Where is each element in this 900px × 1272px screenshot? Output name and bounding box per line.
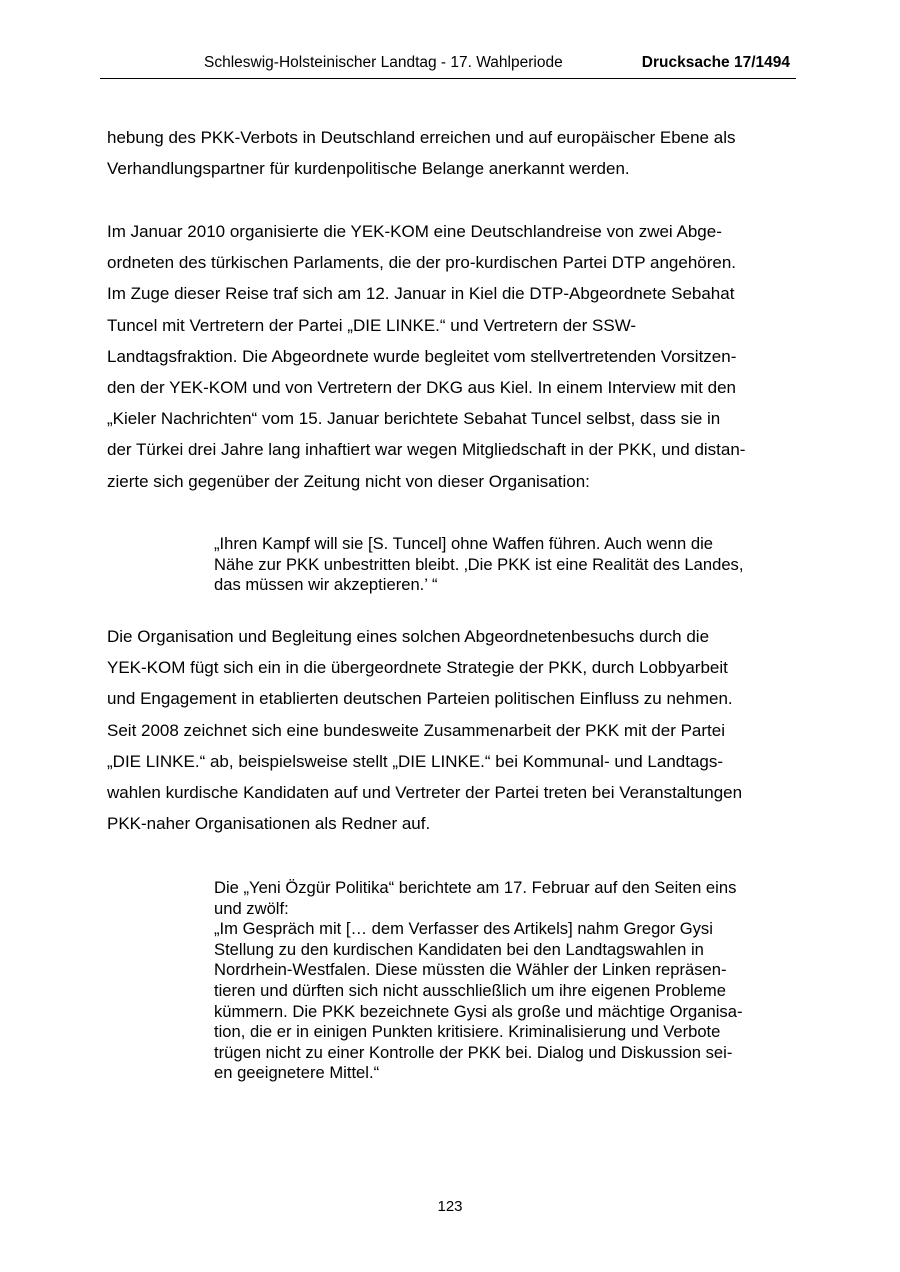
- text-line: ordneten des türkischen Parlaments, die der pro-kurdischen Partei DTP angehören.: [107, 253, 737, 273]
- text-line: „DIE LINKE.“ ab, beispielsweise stellt „DIE LINKE.“ bei Kommunal- und Landtags-: [107, 751, 724, 771]
- page-number: 123: [437, 1198, 463, 1215]
- quote-line: trügen nicht zu einer Kontrolle der PKK bei. Dialog und Diskussion sei-: [214, 1042, 733, 1062]
- text-line: Im Januar 2010 organisierte die YEK-KOM eine Deutschlandreise von zwei Abge-: [107, 222, 722, 241]
- text-line: der Türkei drei Jahre lang inhaftiert war wegen Mitgliedschaft in der PKK, und distan-: [107, 440, 746, 460]
- header-doc-number: Drucksache 17/1494: [641, 54, 790, 71]
- text-line: und Engagement in etablierten deutschen Parteien politischen Einfluss zu nehmen.: [107, 689, 733, 709]
- text-line: „Kieler Nachrichten“ vom 15. Januar berichtete Sebahat Tuncel selbst, dass sie in: [107, 409, 721, 429]
- quote-line: tion, die er in einigen Punkten kritisiere. Kriminalisierung und Verbote: [214, 1022, 721, 1042]
- quote-line: Die „Yeni Özgür Politika“ berichtete am 17. Februar auf den Seiten eins: [214, 878, 737, 897]
- text-line: Im Zuge dieser Reise traf sich am 12. Januar in Kiel die DTP-Abgeordnete Sebahat: [107, 284, 735, 304]
- text-line: YEK-KOM fügt sich ein in die übergeordnete Strategie der PKK, durch Lobbyarbeit: [107, 658, 728, 678]
- quote-line: Stellung zu den kurdischen Kandidaten bei den Landtagswahlen in: [214, 939, 704, 959]
- quote-line: „Im Gespräch mit [… dem Verfasser des Artikels] nahm Gregor Gysi: [214, 919, 713, 939]
- quote-line: und zwölf:: [214, 898, 289, 918]
- text-line: Seit 2008 zeichnet sich eine bundesweite Zusammenarbeit der PKK mit der Partei: [107, 720, 725, 740]
- quote-line: „Ihren Kampf will sie [S. Tuncel] ohne Waffen führen. Auch wenn die: [214, 534, 714, 553]
- text-line: Verhandlungspartner für kurdenpolitische Belange anerkannt werden.: [107, 159, 630, 179]
- text-line: Tuncel mit Vertretern der Partei „DIE LINKE.“ und Vertretern der SSW-: [107, 315, 637, 335]
- page-header: [100, 52, 796, 79]
- text-line: PKK-naher Organisationen als Redner auf.: [107, 814, 431, 834]
- paragraph-2: [107, 216, 797, 497]
- text-line: hebung des PKK-Verbots in Deutschland erreichen und auf europäischer Ebene als: [107, 128, 736, 147]
- quote-line: kümmern. Die PKK bezeichnete Gysi als große und mächtige Organisa-: [214, 1001, 743, 1021]
- text-line: zierte sich gegenüber der Zeitung nicht von dieser Organisation:: [107, 471, 590, 491]
- quote-line: Nähe zur PKK unbestritten bleibt. ‚Die PKK ist eine Realität des Landes,: [214, 554, 744, 574]
- quote-line: Nordrhein-Westfalen. Diese müssten die Wähler der Linken repräsen-: [214, 960, 727, 980]
- blockquote-1: [214, 534, 804, 596]
- text-line: Landtagsfraktion. Die Abgeordnete wurde begleitet vom stellvertretenden Vorsitzen-: [107, 346, 737, 366]
- header-title: Schleswig-Holsteinischer Landtag - 17. Wahlperiode: [204, 54, 563, 71]
- text-line: den der YEK-KOM und von Vertretern der DKG aus Kiel. In einem Interview mit den: [107, 378, 736, 398]
- text-line: Die Organisation und Begleitung eines solchen Abgeordnetenbesuchs durch die: [107, 627, 710, 646]
- blockquote-2: [214, 878, 804, 1084]
- paragraph-3: [107, 621, 797, 839]
- quote-line: en geeignetere Mittel.“: [214, 1063, 380, 1083]
- paragraph-1: [107, 122, 797, 184]
- quote-line: das müssen wir akzeptieren.’ “: [214, 575, 438, 595]
- quote-line: tieren und dürften sich nicht ausschließlich um ihre eigenen Probleme: [214, 980, 726, 1000]
- text-line: wahlen kurdische Kandidaten auf und Vertreter der Partei treten bei Veranstaltungen: [107, 783, 743, 803]
